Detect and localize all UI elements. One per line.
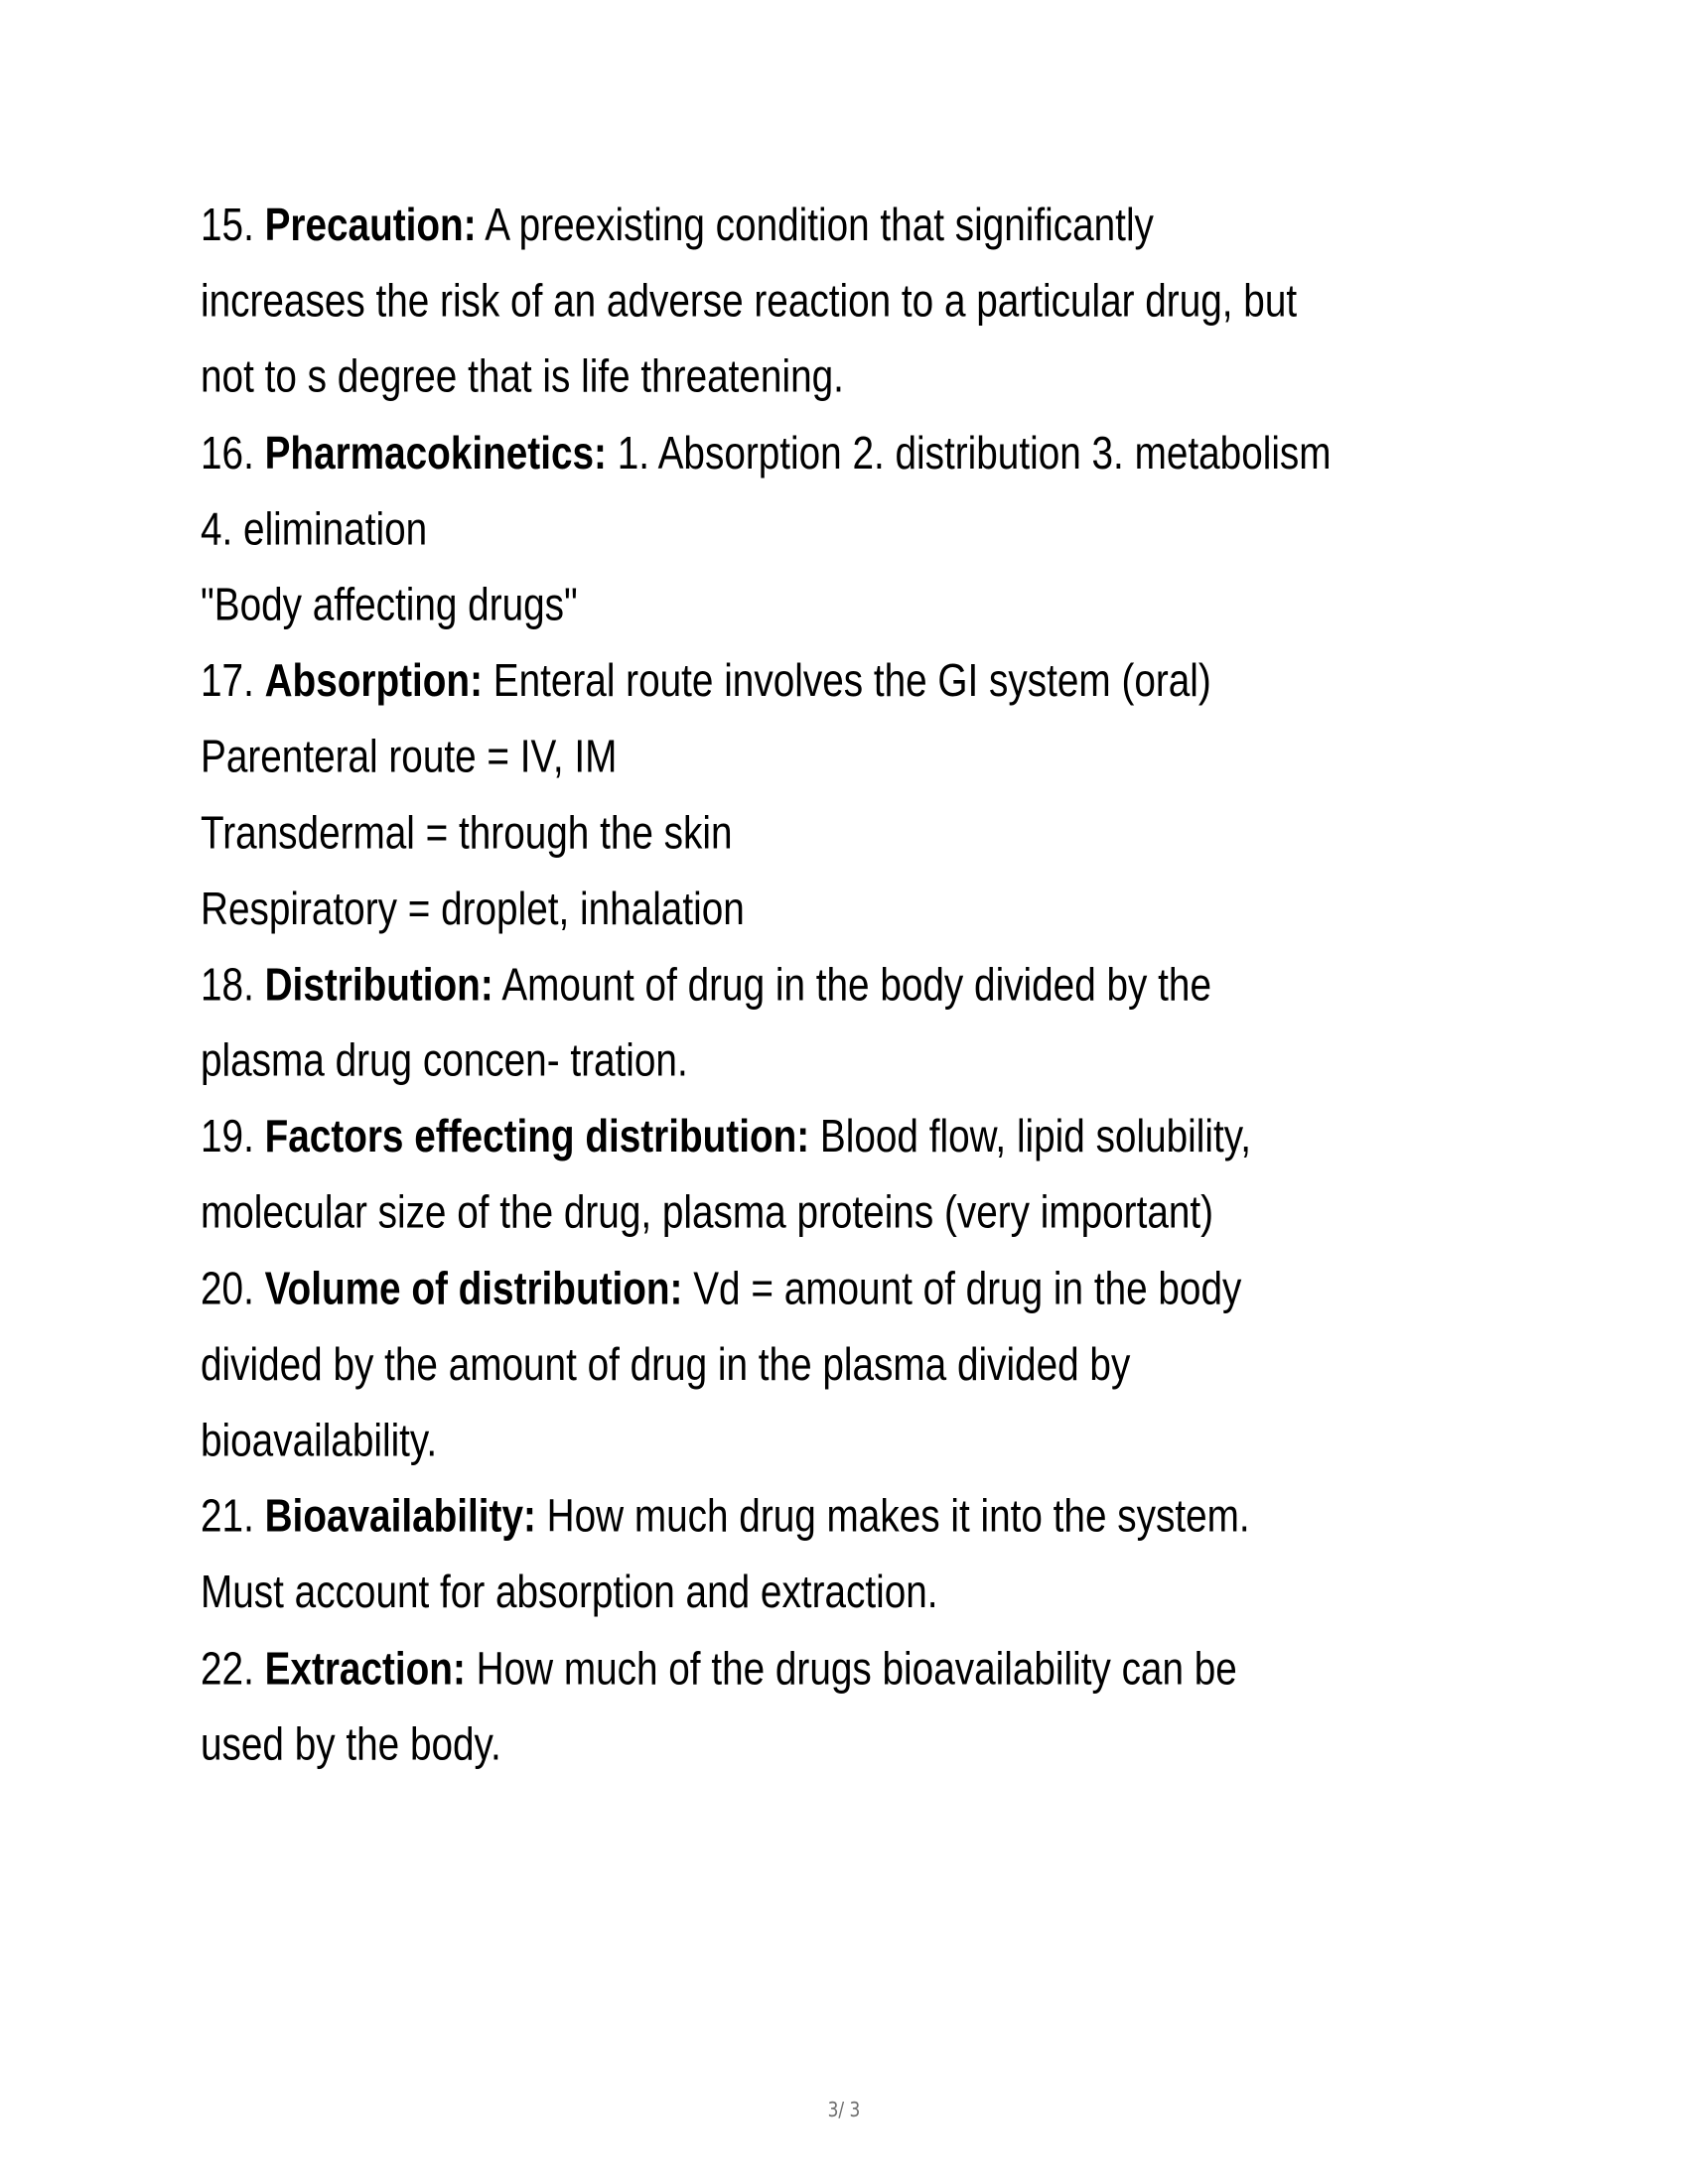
entry-16-line-1 bbox=[201, 416, 1511, 492]
entry-number: 17. bbox=[201, 654, 254, 707]
entry-text: 1. Absorption 2. distribution 3. metabolism bbox=[617, 427, 1332, 479]
entry-21-line-1 bbox=[201, 1479, 1511, 1556]
page-indicator: 3/ 3 bbox=[827, 2098, 861, 2121]
entry-22-line-1 bbox=[201, 1631, 1511, 1707]
entry-17-line-4: Respiratory = droplet, inhalation bbox=[201, 883, 745, 935]
entry-19-line-2: molecular size of the drug, plasma proteins (very important) bbox=[201, 1186, 1214, 1239]
entry-term: Volume of distribution: bbox=[264, 1262, 683, 1314]
entry-17-line-3: Transdermal = through the skin bbox=[201, 806, 733, 859]
entry-21-line-2: Must account for absorption and extraction. bbox=[201, 1566, 938, 1618]
entry-number: 22. bbox=[201, 1642, 254, 1695]
entry-term: Distribution: bbox=[264, 958, 493, 1011]
entry-term: Precaution: bbox=[264, 199, 477, 251]
document-body bbox=[201, 188, 1511, 1783]
entry-text: A preexisting condition that significantly bbox=[485, 199, 1154, 251]
entry-15-line-1 bbox=[201, 188, 1511, 264]
entry-number: 21. bbox=[201, 1490, 254, 1543]
entry-number: 20. bbox=[201, 1262, 254, 1314]
entry-20-line-1 bbox=[201, 1251, 1511, 1327]
entry-text: Vd = amount of drug in the body bbox=[693, 1262, 1242, 1314]
entry-22-line-2: used by the body. bbox=[201, 1718, 501, 1770]
entry-20-line-2: divided by the amount of drug in the plasma divided by bbox=[201, 1338, 1131, 1391]
entry-20-line-3: bioavailability. bbox=[201, 1414, 438, 1466]
entry-text: Enteral route involves the GI system (oral) bbox=[492, 654, 1211, 707]
entry-number: 16. bbox=[201, 427, 254, 479]
entry-term: Absorption: bbox=[264, 654, 483, 707]
entry-text: Amount of drug in the body divided by the bbox=[501, 958, 1211, 1011]
entry-16-line-2: 4. elimination bbox=[201, 502, 428, 555]
entry-16-line-3: "Body affecting drugs" bbox=[201, 579, 578, 631]
entry-text: Blood flow, lipid solubility, bbox=[819, 1110, 1251, 1162]
entry-text: How much drug makes it into the system. bbox=[546, 1490, 1250, 1543]
entry-19-line-1 bbox=[201, 1099, 1511, 1175]
entry-term: Bioavailability: bbox=[264, 1490, 536, 1543]
entry-number: 18. bbox=[201, 958, 254, 1011]
entry-15-line-3: not to s degree that is life threatening. bbox=[201, 350, 844, 403]
entry-18-line-1 bbox=[201, 947, 1511, 1024]
entry-15-line-2: increases the risk of an adverse reaction to a particular drug, but bbox=[201, 275, 1298, 328]
entry-text: How much of the drugs bioavailability can be bbox=[476, 1642, 1237, 1695]
entry-17-line-1 bbox=[201, 643, 1511, 720]
entry-term: Pharmacokinetics: bbox=[264, 427, 607, 479]
entry-17-line-2: Parenteral route = IV, IM bbox=[201, 731, 618, 783]
entry-term: Factors effecting distribution: bbox=[264, 1110, 810, 1162]
entry-number: 19. bbox=[201, 1110, 254, 1162]
entry-number: 15. bbox=[201, 199, 254, 251]
entry-term: Extraction: bbox=[264, 1642, 466, 1695]
entry-18-line-2: plasma drug concen- tration. bbox=[201, 1034, 688, 1087]
